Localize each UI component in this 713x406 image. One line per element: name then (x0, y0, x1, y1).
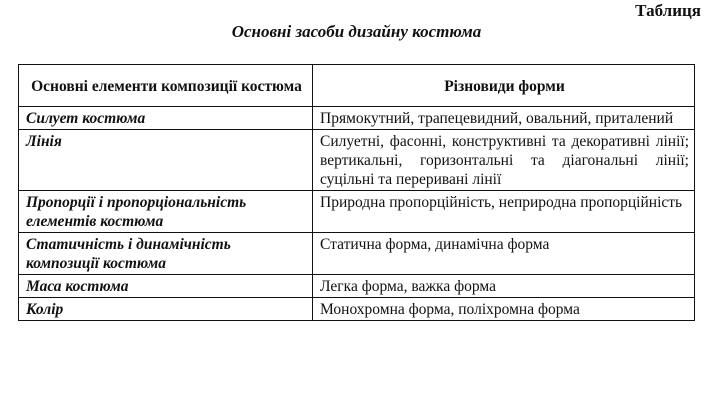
row-element: Колір (19, 298, 313, 321)
row-element: Пропорції і пропорціональність елементів костюма (19, 191, 313, 233)
table-header-row (19, 65, 695, 107)
table-label: Таблиця (635, 1, 701, 20)
table-row (19, 130, 695, 191)
row-forms: Прямокутний, трапецевидний, овальний, приталений (313, 107, 695, 130)
row-element: Маса костюма (19, 275, 313, 298)
design-means-table (18, 64, 695, 321)
table-row (19, 191, 695, 233)
row-forms: Легка форма, важка форма (313, 275, 695, 298)
header-composition-elements: Основні елементи композиції костюма (19, 65, 313, 107)
row-forms: Силуетні, фасонні, конструктивні та декоративні лінії; вертикальні, горизонтальні та діагональні лінії; суцільні та переривані лінії (313, 130, 695, 191)
table-title: Основні засоби дизайну костюма (231, 22, 482, 41)
table-row (19, 107, 695, 130)
row-element: Силует костюма (19, 107, 313, 130)
row-forms: Природна пропорційність, неприродна пропорційність (313, 191, 695, 233)
header-form-varieties: Різновиди форми (313, 65, 695, 107)
row-forms: Статична форма, динамічна форма (313, 233, 695, 275)
table-row (19, 275, 695, 298)
table-row (19, 298, 695, 321)
row-element: Статичність і динамічність композиції костюма (19, 233, 313, 275)
table-row (19, 233, 695, 275)
row-element: Лінія (19, 130, 313, 191)
row-forms: Монохромна форма, поліхромна форма (313, 298, 695, 321)
